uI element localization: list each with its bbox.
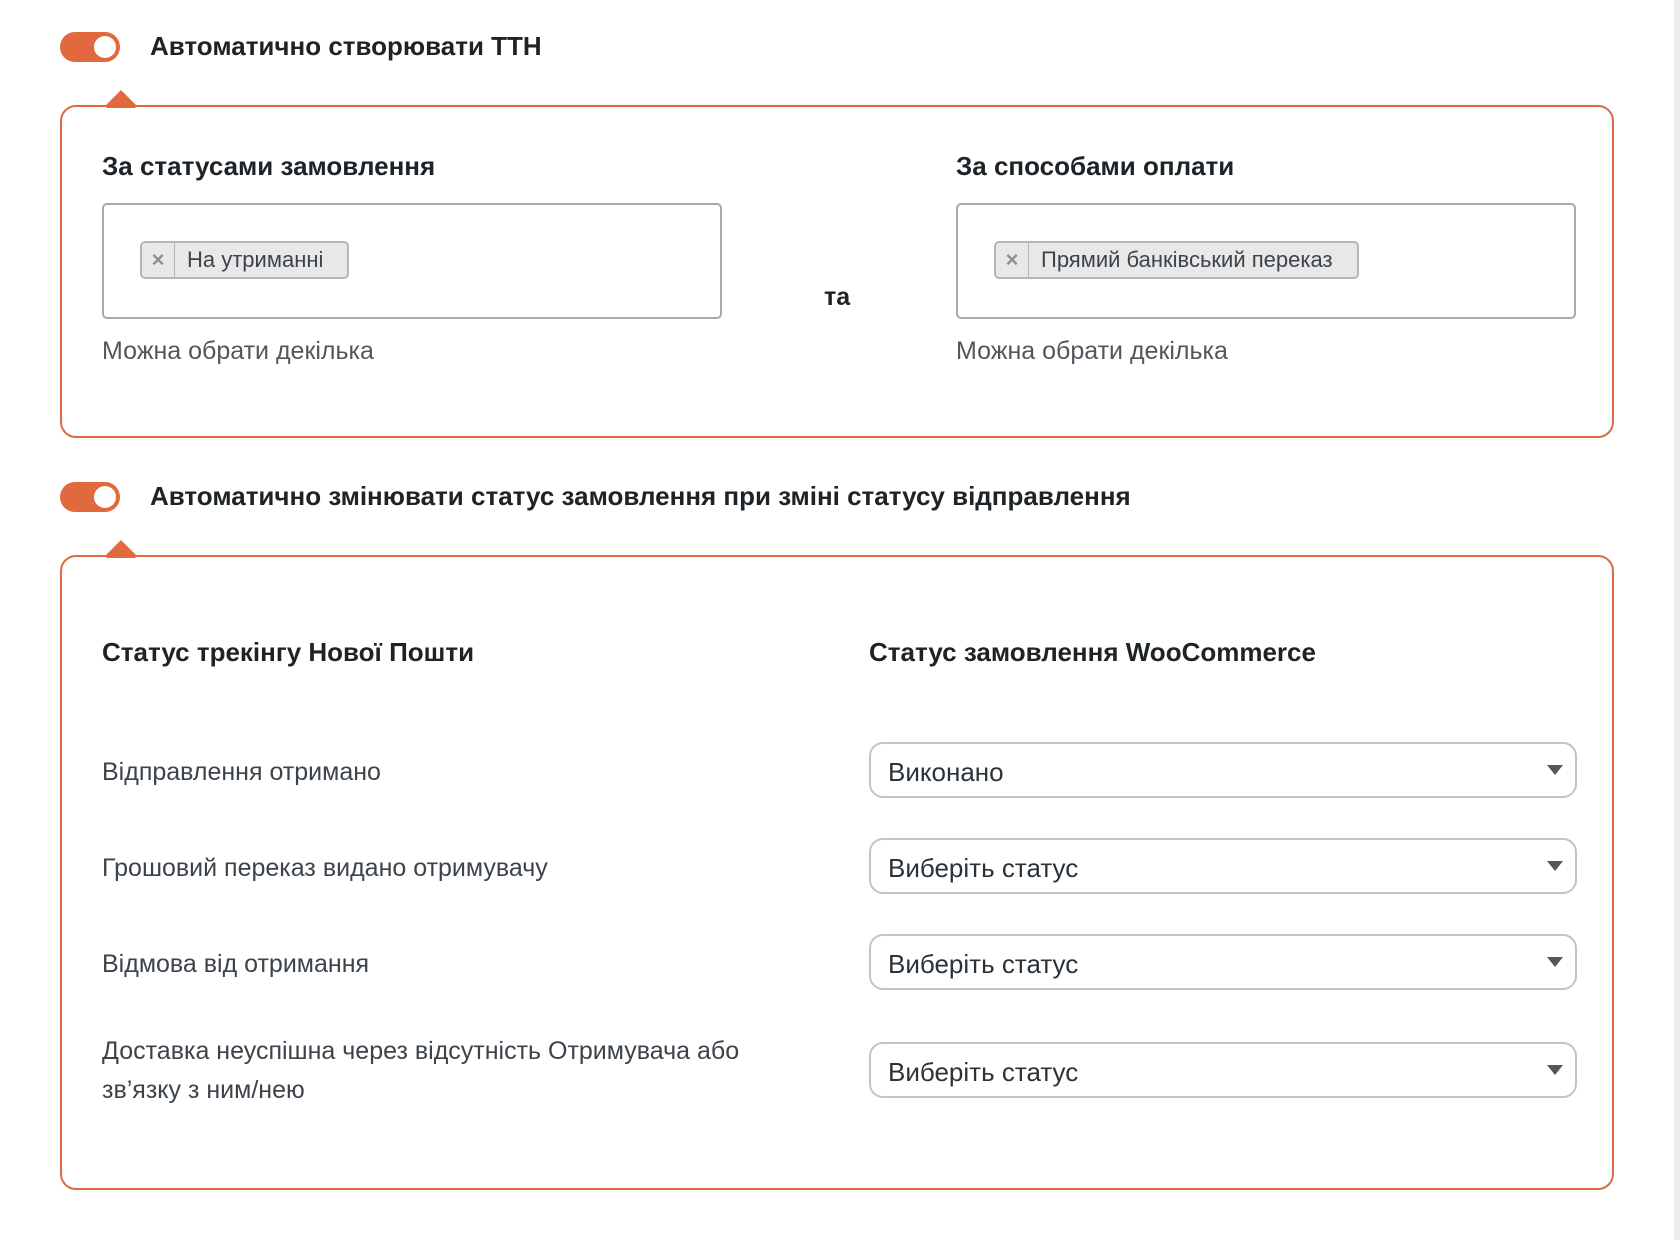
- order-status-chip: [140, 241, 349, 279]
- page-scrollbar[interactable]: [1674, 0, 1680, 1240]
- auto-create-ttn-row: [60, 31, 542, 62]
- panel-pointer: [104, 90, 138, 107]
- chip-label: На утриманні: [187, 247, 324, 272]
- tracking-status-label: Відправлення отримано: [102, 758, 381, 786]
- and-connector: та: [824, 283, 851, 311]
- chip-remove-icon[interactable]: ×: [142, 243, 175, 277]
- tracking-status-label: Доставка неуспішна через відсутність Отримувача або зв’язку з ним/нею: [102, 1037, 740, 1104]
- auto-status-row: [60, 481, 1131, 512]
- woocommerce-status-select[interactable]: [869, 838, 1577, 894]
- woocommerce-status-select[interactable]: [869, 1042, 1577, 1098]
- tracking-status-heading: Статус трекінгу Нової Пошти: [102, 637, 475, 667]
- order-status-multiselect[interactable]: [102, 203, 722, 319]
- auto-status-toggle[interactable]: [60, 482, 120, 512]
- payment-method-multiselect[interactable]: [956, 203, 1576, 319]
- woocommerce-status-heading: Статус замовлення WooCommerce: [869, 637, 1316, 667]
- order-status-heading: За статусами замовлення: [102, 151, 436, 181]
- woocommerce-status-select[interactable]: [869, 934, 1577, 990]
- caret-down-icon: [1547, 861, 1563, 871]
- payment-method-heading: За способами оплати: [956, 151, 1235, 181]
- order-status-hint: Можна обрати декілька: [102, 337, 374, 365]
- tracking-status-label: Відмова від отримання: [102, 950, 370, 978]
- woocommerce-status-select[interactable]: [869, 742, 1577, 798]
- tracking-status-label: Грошовий переказ видано отримувачу: [102, 854, 548, 882]
- auto-status-panel: [60, 555, 1614, 1190]
- auto-create-ttn-label: Автоматично створювати ТТН: [150, 31, 542, 61]
- auto-create-ttn-toggle[interactable]: [60, 32, 120, 62]
- payment-method-hint: Можна обрати декілька: [956, 337, 1228, 365]
- auto-create-ttn-panel: [60, 105, 1614, 438]
- select-value: Виберіть статус: [888, 1057, 1079, 1087]
- select-value: Виберіть статус: [888, 853, 1079, 883]
- auto-status-label: Автоматично змінювати статус замовлення при зміні статусу відправлення: [150, 481, 1131, 511]
- chip-remove-icon[interactable]: ×: [996, 243, 1029, 277]
- select-value: Виконано: [888, 757, 1004, 787]
- caret-down-icon: [1547, 765, 1563, 775]
- chip-label: Прямий банківський переказ: [1041, 247, 1333, 272]
- select-value: Виберіть статус: [888, 949, 1079, 979]
- payment-method-chip: [994, 241, 1359, 279]
- caret-down-icon: [1547, 957, 1563, 967]
- toggle-knob: [94, 36, 116, 58]
- toggle-knob: [94, 486, 116, 508]
- panel-pointer: [104, 540, 138, 557]
- caret-down-icon: [1547, 1065, 1563, 1075]
